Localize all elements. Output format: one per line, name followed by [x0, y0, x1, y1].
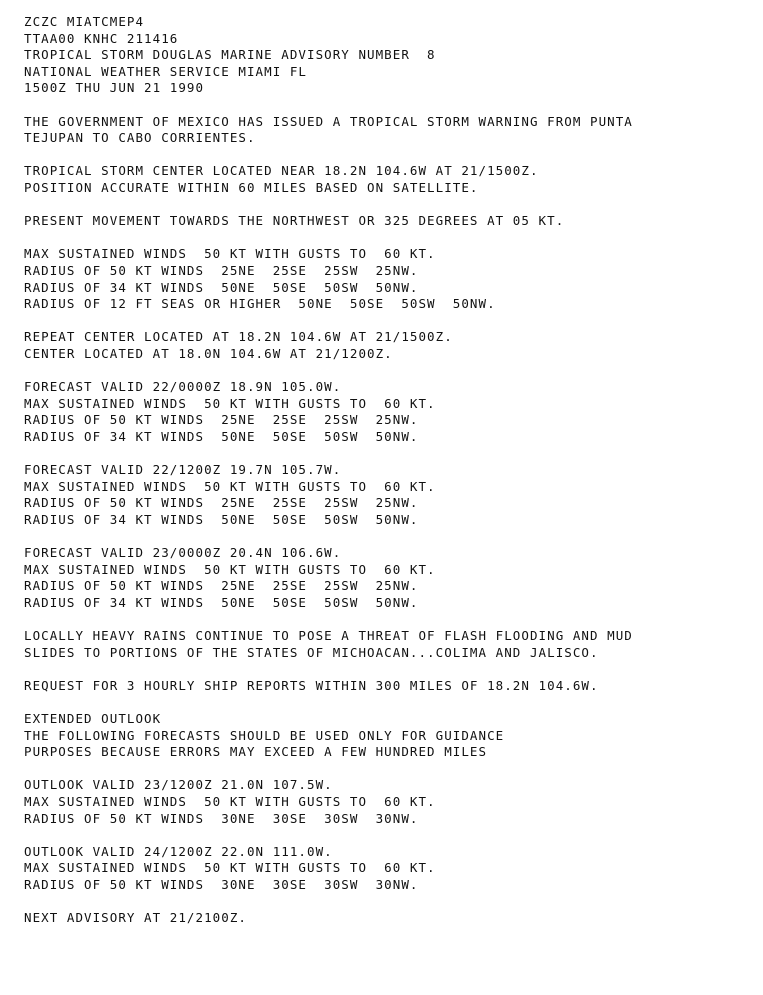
advisory-text-line: POSITION ACCURATE WITHIN 60 MILES BASED ON SATELLITE. — [24, 179, 479, 195]
advisory-paragraph — [24, 379, 754, 445]
marine-advisory-document — [24, 14, 754, 943]
advisory-text-line: TROPICAL STORM CENTER LOCATED NEAR 18.2N 104.6W AT 21/1500Z. — [24, 163, 539, 179]
advisory-text-line: TROPICAL STORM DOUGLAS MARINE ADVISORY NUMBER 8 — [24, 47, 436, 63]
advisory-text-line: TTAA00 KNHC 211416 — [24, 30, 179, 46]
advisory-paragraph — [24, 711, 754, 761]
advisory-text-line: RADIUS OF 12 FT SEAS OR HIGHER 50NE 50SE 50SW 50NW. — [24, 296, 496, 312]
advisory-text-line: EXTENDED OUTLOOK — [24, 710, 162, 726]
advisory-text-line: FORECAST VALID 23/0000Z 20.4N 106.6W. — [24, 545, 342, 560]
advisory-paragraph — [24, 545, 754, 611]
advisory-text-line: THE GOVERNMENT OF MEXICO HAS ISSUED A TROPICAL STORM WARNING FROM PUNTA — [24, 113, 633, 129]
advisory-text-line: RADIUS OF 34 KT WINDS 50NE 50SE 50SW 50NW. — [24, 428, 419, 444]
advisory-text-line: FORECAST VALID 22/1200Z 19.7N 105.7W. — [24, 462, 342, 478]
advisory-text-line: RADIUS OF 50 KT WINDS 30NE 30SE 30SW 30NW. — [24, 810, 419, 826]
advisory-paragraph — [24, 844, 754, 894]
advisory-paragraph — [24, 678, 754, 695]
advisory-text-line: MAX SUSTAINED WINDS 50 KT WITH GUSTS TO 60 KT. — [24, 478, 436, 494]
advisory-text-line: RADIUS OF 50 KT WINDS 25NE 25SE 25SW 25NW. — [24, 412, 419, 428]
advisory-text-line: LOCALLY HEAVY RAINS CONTINUE TO POSE A THREAT OF FLASH FLOODING AND MUD — [24, 627, 633, 643]
advisory-text-line: RADIUS OF 50 KT WINDS 25NE 25SE 25SW 25NW. — [24, 578, 419, 594]
advisory-paragraph — [24, 213, 754, 230]
advisory-paragraph — [24, 462, 754, 528]
advisory-text-line: FORECAST VALID 22/0000Z 18.9N 105.0W. — [24, 379, 342, 395]
advisory-text-line: MAX SUSTAINED WINDS 50 KT WITH GUSTS TO 60 KT. — [24, 860, 436, 876]
advisory-paragraph — [24, 910, 754, 927]
advisory-text-line: CENTER LOCATED AT 18.0N 104.6W AT 21/1200Z. — [24, 345, 393, 361]
advisory-text-line: RADIUS OF 50 KT WINDS 25NE 25SE 25SW 25NW. — [24, 495, 419, 511]
advisory-paragraph — [24, 329, 754, 362]
advisory-paragraph — [24, 628, 754, 661]
advisory-text-line: REPEAT CENTER LOCATED AT 18.2N 104.6W AT 21/1500Z. — [24, 329, 453, 345]
advisory-paragraph — [24, 114, 754, 147]
advisory-text-line: RADIUS OF 34 KT WINDS 50NE 50SE 50SW 50NW. — [24, 594, 419, 610]
advisory-text-line: THE FOLLOWING FORECASTS SHOULD BE USED ONLY FOR GUIDANCE — [24, 727, 505, 743]
advisory-text-line: NATIONAL WEATHER SERVICE MIAMI FL — [24, 63, 307, 79]
advisory-text-line: TEJUPAN TO CABO CORRIENTES. — [24, 130, 256, 146]
advisory-text-line: MAX SUSTAINED WINDS 50 KT WITH GUSTS TO 60 KT. — [24, 793, 436, 809]
advisory-text-line: MAX SUSTAINED WINDS 50 KT WITH GUSTS TO 60 KT. — [24, 561, 436, 577]
advisory-paragraph — [24, 163, 754, 196]
advisory-text-line: NEXT ADVISORY AT 21/2100Z. — [24, 910, 247, 926]
advisory-text-line: OUTLOOK VALID 23/1200Z 21.0N 107.5W. — [24, 777, 333, 793]
advisory-paragraph — [24, 246, 754, 312]
advisory-text-line: OUTLOOK VALID 24/1200Z 22.0N 111.0W. — [24, 843, 333, 859]
advisory-text-line: SLIDES TO PORTIONS OF THE STATES OF MICHOACAN...COLIMA AND JALISCO. — [24, 644, 599, 660]
advisory-paragraph — [24, 14, 754, 97]
advisory-text-line: PURPOSES BECAUSE ERRORS MAY EXCEED A FEW HUNDRED MILES — [24, 744, 488, 760]
advisory-text-line: MAX SUSTAINED WINDS 50 KT WITH GUSTS TO 60 KT. — [24, 246, 436, 262]
advisory-text-line: REQUEST FOR 3 HOURLY SHIP REPORTS WITHIN 300 MILES OF 18.2N 104.6W. — [24, 677, 599, 693]
advisory-text-line: RADIUS OF 34 KT WINDS 50NE 50SE 50SW 50NW. — [24, 279, 419, 295]
advisory-text-line: RADIUS OF 50 KT WINDS 30NE 30SE 30SW 30NW. — [24, 876, 419, 892]
advisory-paragraph — [24, 777, 754, 827]
advisory-text-line: RADIUS OF 34 KT WINDS 50NE 50SE 50SW 50NW. — [24, 511, 419, 527]
advisory-text-line: 1500Z THU JUN 21 1990 — [24, 80, 205, 96]
advisory-text-line: ZCZC MIATCMEP4 — [24, 14, 145, 29]
advisory-text-line: MAX SUSTAINED WINDS 50 KT WITH GUSTS TO 60 KT. — [24, 395, 436, 411]
advisory-text-line: RADIUS OF 50 KT WINDS 25NE 25SE 25SW 25NW. — [24, 262, 419, 278]
advisory-text-line: PRESENT MOVEMENT TOWARDS THE NORTHWEST OR 325 DEGREES AT 05 KT. — [24, 213, 565, 229]
